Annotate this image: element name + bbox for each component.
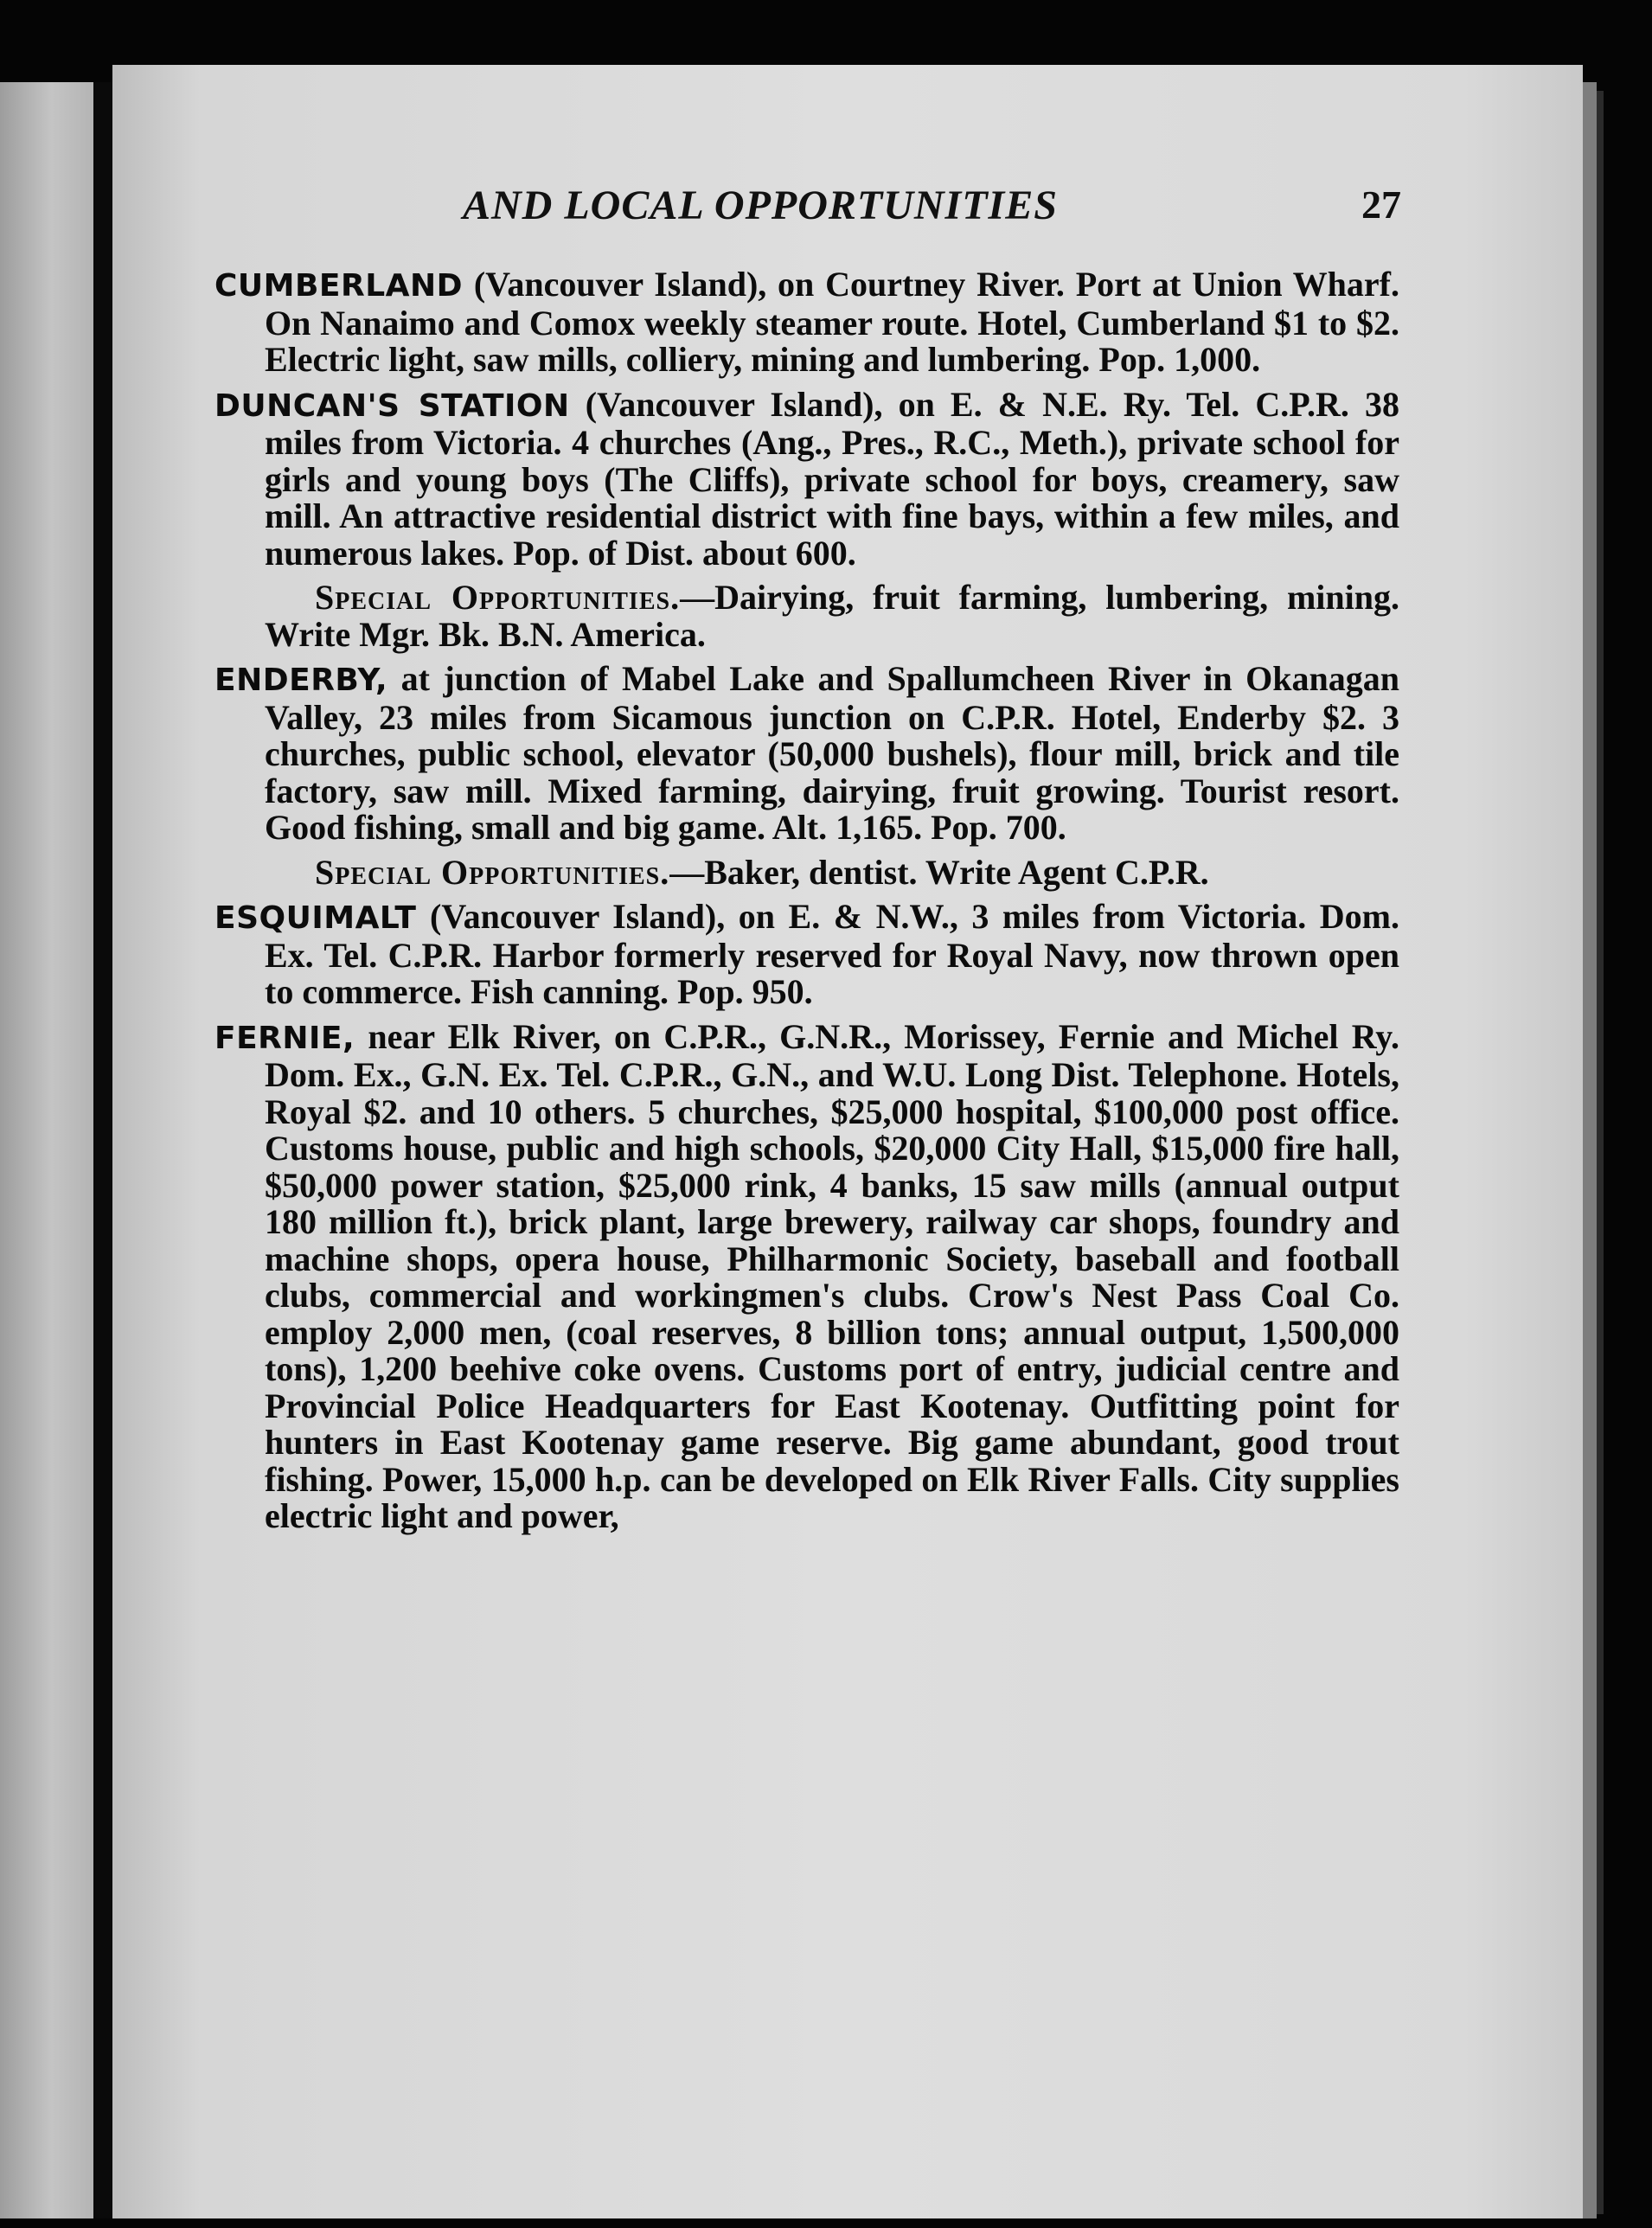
entry-text: (Vancouver Island), on E. & N.W., 3 miles from Victoria. Dom. Ex. Tel. C.P.R. Harbor formerly reserved for Royal Navy, now thrown open to commerce. Fish canning. Pop. 950. bbox=[265, 897, 1399, 1011]
gazetteer-entries bbox=[215, 266, 1399, 1543]
facing-page-edge bbox=[0, 82, 93, 2218]
entry-enderby bbox=[215, 661, 1399, 847]
page-edge-shadow bbox=[1597, 91, 1604, 2214]
special-opportunities-label: Special Opportunities. bbox=[315, 578, 681, 617]
entry-fernie bbox=[215, 1016, 1399, 1535]
place-name: FERNIE, bbox=[215, 1020, 355, 1056]
place-name: DUNCAN'S STATION bbox=[215, 387, 570, 424]
place-name: CUMBERLAND bbox=[215, 268, 464, 304]
entry-esquimalt bbox=[215, 899, 1399, 1011]
entry-cumberland bbox=[215, 266, 1399, 379]
book-gutter bbox=[93, 82, 112, 2218]
running-title: AND LOCAL OPPORTUNITIES bbox=[463, 182, 1058, 228]
special-opportunities-duncans bbox=[215, 579, 1399, 653]
entry-text: near Elk River, on C.P.R., G.N.R., Morissey, Fernie and Michel Ry. Dom. Ex., G.N. Ex. Tel. C.P.R., G.N., and W.U. Long Dist. Telephone. Hotels, Royal $2. and 10 others. 5 churches, $25,000 hospital, $100,000 post office. Customs house, public and high schools, $20,000 City Hall, $15,000 fire hall, $50,000 power station, $25,000 rink, 4 banks, 15 saw mills (annual output 180 million ft.), brick plant, large brewery, railway car shops, foundry and machine shops, opera house, Philharmonic Society, baseball and football clubs, commercial and workingmen's clubs. Crow's Nest Pass Coal Co. employ 2,000 men, (coal reserves, 8 billion tons; annual output, 1,500,000 tons), 1,200 beehive coke ovens. Customs port of entry, judicial centre and Provincial Police Headquarters for East Kootenay. Outfitting point for hunters in East Kootenay game reserve. Big game abundant, good trout fishing. Power, 15,000 h.p. can be developed on Elk River Falls. City supplies electric light and power, bbox=[265, 1016, 1399, 1535]
special-opportunities-enderby bbox=[215, 852, 1399, 892]
entry-duncans-station bbox=[215, 384, 1399, 573]
entry-text: at junction of Mabel Lake and Spallumcheen River in Okanagan Valley, 23 miles from Sicamous junction on C.P.R. Hotel, Enderby $2. 3 churches, public school, elevator (50,000 bushels), flour mill, brick and tile factory, saw mill. Mixed farming, dairying, fruit growing. Tourist resort. Good fishing, small and big game. Alt. 1,165. Pop. 700. bbox=[265, 659, 1400, 847]
place-name: ENDERBY, bbox=[215, 663, 388, 698]
special-opportunities-text: —Dairying, fruit farming, lumbering, mining. Write Mgr. Bk. B.N. America. bbox=[265, 578, 1399, 654]
special-opportunities-label: Special Opportunities. bbox=[315, 852, 670, 892]
page-number: 27 bbox=[1361, 182, 1401, 227]
place-name: ESQUIMALT bbox=[215, 900, 417, 936]
special-opportunities-text: —Baker, dentist. Write Agent C.P.R. bbox=[669, 852, 1209, 892]
entry-text: (Vancouver Island), on Courtney River. Port at Union Wharf. On Nanaimo and Comox weekly steamer route. Hotel, Cumberland $1 to $2. Electric light, saw mills, colliery, mining and lumbering. Pop. 1,000. bbox=[265, 265, 1399, 379]
entry-text: (Vancouver Island), on E. & N.E. Ry. Tel. C.P.R. 38 miles from Victoria. 4 churches (Ang., Pres., R.C., Meth.), private school for girls and young boys (The Cliffs), private school for boys, creamery, saw mill. An attractive residential district with fine bays, within a few miles, and numerous lakes. Pop. of Dist. about 600. bbox=[265, 384, 1399, 573]
page-header bbox=[346, 182, 1401, 242]
page-edge bbox=[1583, 82, 1597, 2218]
